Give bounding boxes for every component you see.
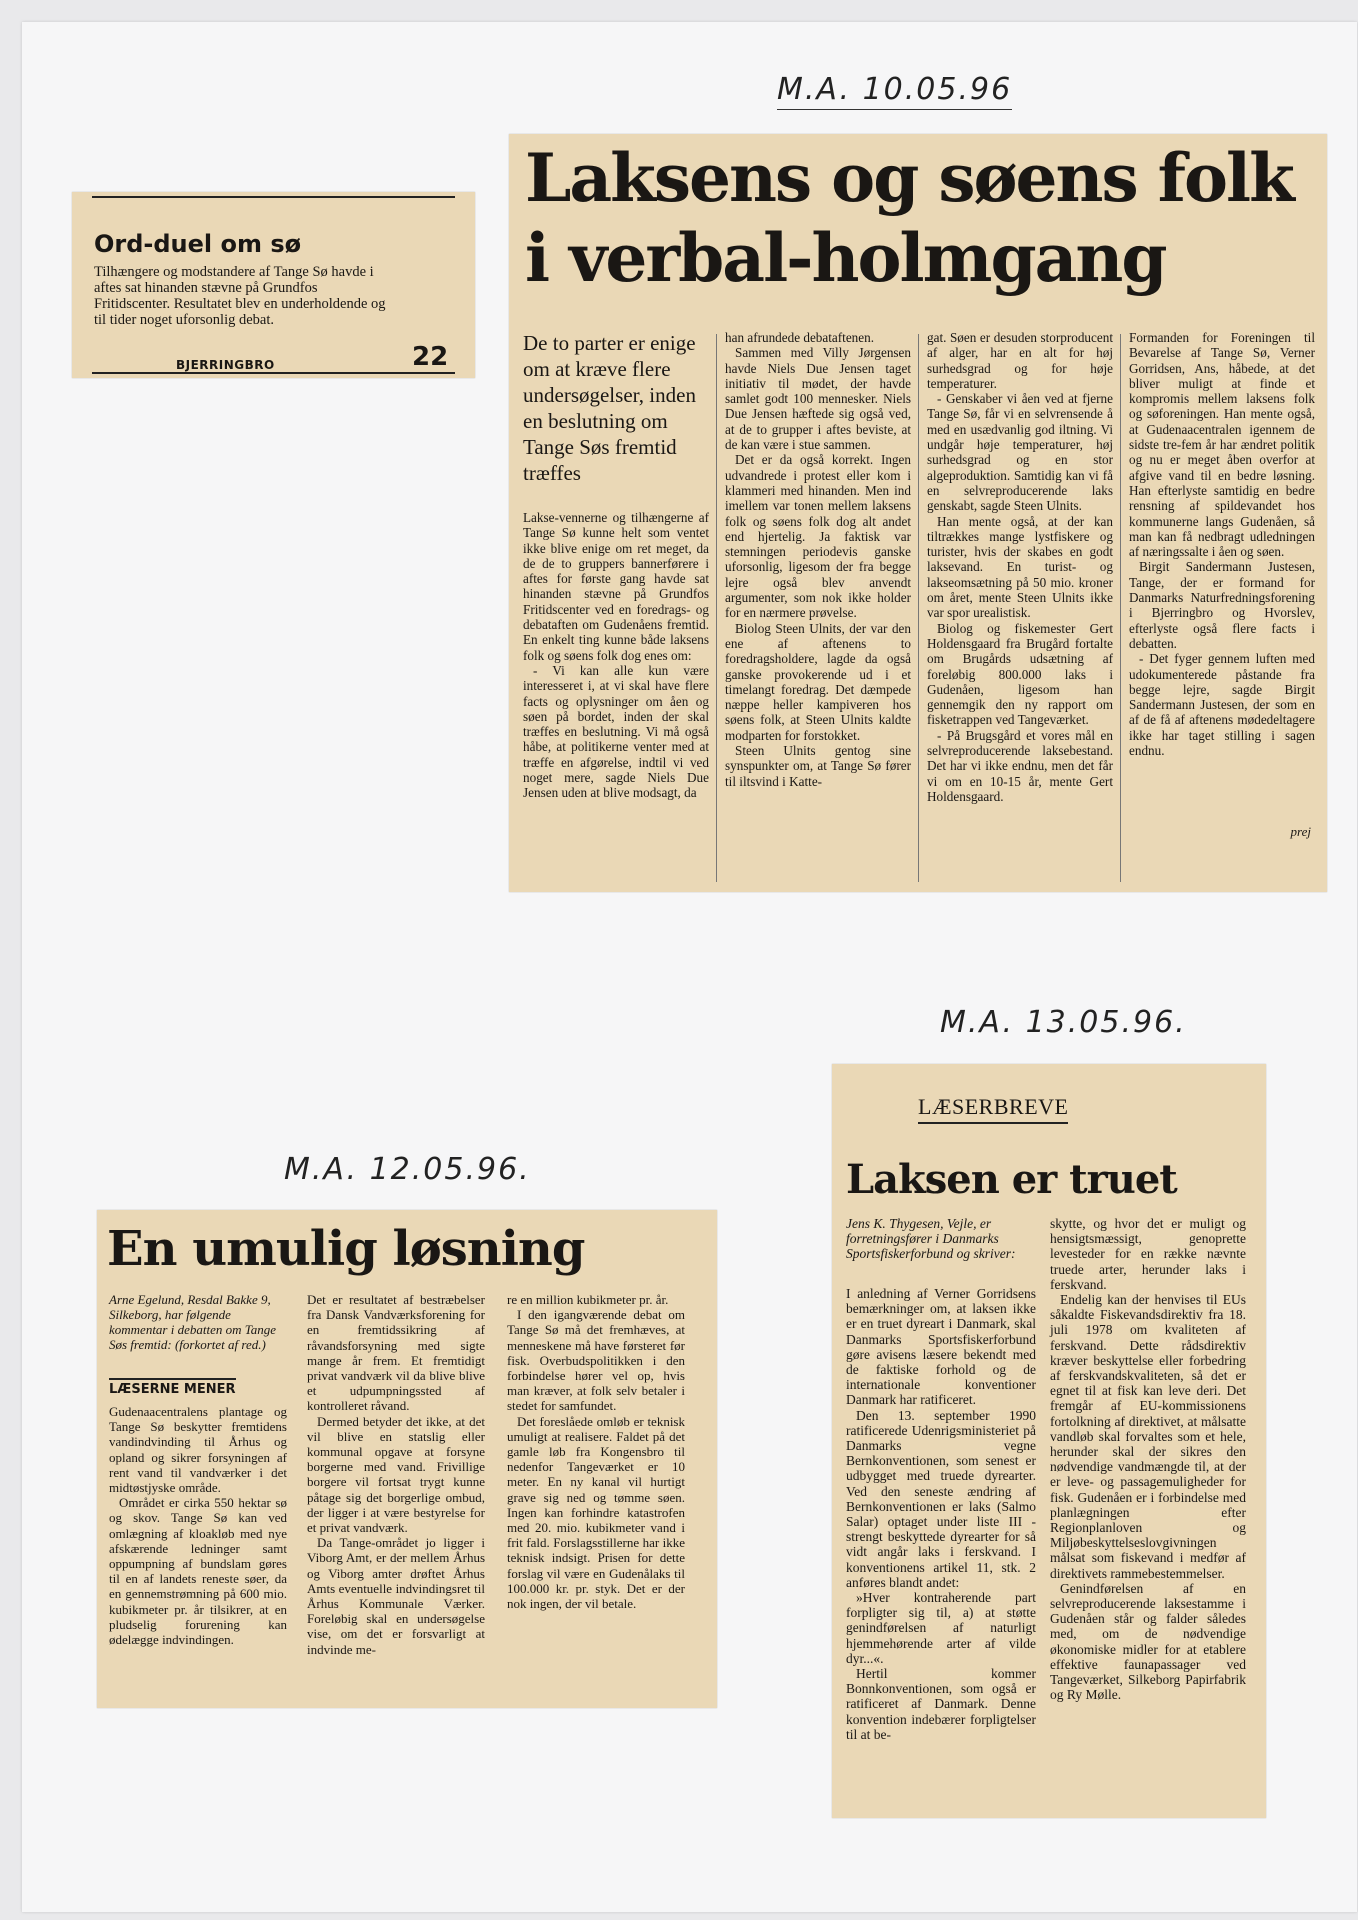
paragraph: re en million kubikmeter pr. år.	[507, 1292, 669, 1307]
paragraph: Den 13. september 1990 ratificerede Udenrigsministeriet på Danmarks vegne Bernkonventionen, som senest er udbygget med truede dyrearter. Ved den seneste ændring af Bernkonventionen er laks (Salmo Salar) optaget under liste III - strengt beskyttede dyrearter for så vidt angår laks i ferskvand. I konventionens artikel 11, stk. 2 anføres blandt andet:	[846, 1407, 1036, 1590]
author-signature: prej	[1290, 824, 1311, 839]
article-column-1	[846, 1286, 1036, 1742]
article-column-2	[1050, 1216, 1246, 1703]
clipping-en-umulig-losning	[97, 1210, 717, 1708]
paragraph: »Hver kontraherende part forpligter sig til, a) at støtte genindførelsen af naturligt hjemmehørende arter af vilde dyr...«.	[846, 1590, 1036, 1666]
date-annotation-clip2: M.A. 10.05.96	[777, 72, 1012, 110]
paragraph: I anledning af Verner Gorridsens bemærkninger om, at laksen ikke er en truet dyreart i Danmark, skal Danmarks Sportsfiskerforbund gøre avisens læsere bekendt med de faktiske forhold og de internationale konventioner Danmark har ratificeret.	[846, 1286, 1036, 1408]
article-column-2	[307, 1292, 485, 1657]
paragraph: Dermed betyder det ikke, at det vil blive en statslig eller kommunal opgave at forsyne borgerne med vand. Frivillige borgere vil fortsat trygt kunne påtage sig det borgerlige ombud, der ligger i at være bestyrelse for et privat vandværk.	[307, 1413, 485, 1536]
author-intro: Jens K. Thygesen, Vejle, er forretningsfører i Danmarks Sportsfiskerforbund og skriver:	[846, 1216, 1016, 1261]
paragraph: gat. Søen er desuden storproducent af alger, har en alt for høj surhedsgrad og for høje temperaturer.	[927, 330, 1113, 391]
paragraph: - Det fyger gennem luften med udokumenterede påstande fra begge lejre, sagde Birgit Sandermann Justesen, der som en af de få af aftenens mødedeltagere ikke har taget stilling i sagen endnu.	[1129, 651, 1315, 759]
paragraph: - På Brugsgård et vores mål en selvreproducerende laksebestand. Det har vi ikke endnu, men det får vi om en 10-15 år, mente Gert Holdensgaard.	[927, 727, 1113, 804]
article-column-1	[523, 510, 709, 801]
clipping-laksens-og-soens-folk	[509, 134, 1327, 892]
headline: Laksen er truet	[846, 1156, 1177, 1203]
paragraph: Hertil kommer Bonnkonventionen, som også er ratificeret af Danmark. Denne konvention indebærer forpligtelser til at be-	[846, 1666, 1036, 1742]
paragraph: Han mente også, at der kan tiltrækkes mange lystfiskere og turister, hvis der skabes en godt laksevand. En turist- og lakseomsætning på 50 mio. kroner om året, mente Steen Ulnits ikke var spor urealistisk.	[927, 513, 1113, 621]
article-column-1	[109, 1404, 287, 1647]
clipping-ord-duel	[72, 192, 475, 378]
paragraph: Området er cirka 550 hektar sø og skov. Tange Sø kan ved omlægning af kloakløb med nye afskærende ledninger samt oppumpning af bundslam gøres til en af landets reneste søer, da en gennemstrømning på 600 mio. kubikmeter pr. år tilsikrer, at en pludselig forurening kan ødelægge indvindingen.	[109, 1495, 287, 1648]
date-annotation-clip3: M.A. 12.05.96.	[284, 1152, 531, 1187]
clipping-laksen-er-truet	[832, 1064, 1266, 1818]
article-column-3	[927, 330, 1113, 804]
paragraph: Det er resultatet af bestræbelser fra Dansk Vandværksforening for en fremtidssikring af råvandsforsyning med sigte mange år frem. Et fremtidigt privat vandværk vil da blive blive et udpumpningssted af kontrolleret råvand.	[307, 1292, 485, 1414]
lead-paragraph: De to parter er enige om at kræve flere undersøgelser, inden en beslutning om Tange Søs fremtid træffes	[523, 331, 696, 485]
paragraph: Det er da også korrekt. Ingen udvandrede i protest eller kom i klammeri med hinanden. Men ind imellem var tonen mellem laksens folk og søens folk dog alt andet end hjertelig. Ja faktisk var stemningen periodevis ganske uforsonlig, ligesom der fra begge lejre også blev anvendt argumenter, som nok ikke holder for en nærmere prøvelse.	[725, 452, 911, 621]
paragraph: I den igangværende debat om Tange Sø må det fremhæves, at menneskene må have førsteret før fisk. Overbudspolitikken i den forbindelse hører vel op, hvis man kræver, at folk selv betaler i stedet for samfundet.	[507, 1307, 685, 1414]
paragraph: Genindførelsen af en selvreproducerende laksestamme i Gudenåen står og falder således med, om de nødvendige økonomiske midler for at etablere effektive faunapassager ved Tangeværket, Silkeborg Papirfabrik og Ry Mølle.	[1050, 1580, 1246, 1703]
date-annotation-clip4: M.A. 13.05.96.	[940, 1005, 1187, 1040]
paragraph: Biolog og fiskemester Gert Holdensgaard fra Brugård fortalte om Brugårds udsætning af foreløbig 800.000 laks i Gudenåen, ligesom han gennemgik den ny rapport om fisketrappen ved Tangeværket.	[927, 620, 1113, 728]
headline-line-1: Laksens og søens folk	[525, 139, 1293, 217]
headline	[525, 138, 1293, 298]
clipping-title: Ord-duel om sø	[94, 230, 302, 258]
paragraph: Formanden for Foreningen til Bevarelse af Tange Sø, Verner Gorridsen, Ans, håbede, at det bliver muligt at finde et kompromis mellem laksens folk og søforeningen. Han mente også, at Gudenaacentralen igennem de sidste tre-fem år har ændret politik og nu er meget åben overfor at afgive vand til en bedre løsning. Han efterlyste samtidig en bedre rensning af spildevandet hos kommunerne langs Gudenåen, så man kan få nedbragt udledningen af næringssalte i åen og søen.	[1129, 330, 1315, 560]
headline-line-2: i verbal-holmgang	[525, 219, 1166, 297]
location-label: BJERRINGBRO	[176, 358, 275, 372]
paragraph: han afrundede debataftenen.	[725, 330, 875, 345]
paragraph: Steen Ulnits gentog sine synspunkter om, at Tange Sø fører til iltsvind i Katte-	[725, 743, 911, 789]
paragraph: Birgit Sandermann Justesen, Tange, der er formand for Danmarks Naturfredningsforening i Bjerringbro og Hvorslev, efterlyste også flere facts i debatten.	[1129, 559, 1315, 651]
paragraph: Gudenaacentralens plantage og Tange Sø beskytter fremtidens vandindvinding til Århus og opland og sikrer forsyningen af rent vand til vandværker i det midtøstjyske område.	[109, 1404, 287, 1496]
paragraph: Det foreslåede omløb er teknisk umuligt at realisere. Faldet på det gamle løb fra Kongensbro til nedenfor Tangeværket er 10 meter. En ny kanal vil hurtigt grave sig ned og tømme søen. Ingen kan forhindre katastrofen med 20. mio. kubikmeter vand i frit fald. Forslagsstillerne har ikke teknisk indsigt. Prisen for dette forslag vil være en Gudenålaks til 100.000 kr. pr. styk. Det er der nok ingen, der vil betale.	[507, 1413, 685, 1612]
article-column-2	[725, 330, 911, 789]
bottom-rule	[92, 372, 455, 374]
column-divider	[1120, 334, 1121, 882]
article-column-3	[507, 1292, 685, 1611]
paragraph: Da Tange-området jo ligger i Viborg Amt, er der mellem Århus og Viborg amter drøftet Århus Amts eventuelle indvindingsret til Århus Kommunale Værker. Foreløbig skal en undersøgelse vise, om det er forsvarligt at indvinde me-	[307, 1535, 485, 1657]
paragraph: Lakse-vennerne og tilhængerne af Tange Sø kunne helt som ventet ikke blive enige om ret meget, da de de to gruppers bannerførere i aftes for første gang havde sat hinanden stævne på Grundfos Fritidscenter ved en foredrags- og debataften om Gudenåens fremtid. En enkelt ting kunne både laksens folk og søens folk dog enes om:	[523, 510, 709, 663]
author-intro: Arne Egelund, Resdal Bakke 9, Silkeborg, har følgende kommentar i debatten om Tange Søs fremtid: (forkortet af red.)	[109, 1292, 277, 1352]
paragraph: Endelig kan der henvises til EUs såkaldte Fiskevandsdirektiv fra 18. juli 1978 om kvaliteten af ferskvand. Dette rådsdirektiv kræver beskyttelse eller forbedring af ferskvandskvaliteten, så det er egnet til at fisk kan leve deri. Det fremgår af EU-kommissionens fortolkning af direktivet, at målsatte vandløb skal forvaltes som et hele, herunder skal der sikres den nødvendige vandmængde til, at der er leve- og passagemuligheder for fisk. Gudenåen er i forbindelse med planlægningen efter Regionplanloven og Miljøbeskyttelseslovgivningen målsat som fiskevand i medfør af direktivets rammebestemmelser.	[1050, 1292, 1246, 1581]
page-number: 22	[412, 342, 449, 372]
column-divider	[716, 334, 717, 882]
section-tag: LÆSERNE MENER	[109, 1378, 236, 1397]
paragraph: - Vi kan alle kun være interesseret i, at vi skal have flere facts og oplysninger om åen og søen på bordet, inden der skal træffes en beslutning. Vi må også håbe, at politikerne venter med at træffe en afgørelse, indtil vi ved noget mere, sagde Niels Due Jensen uden at blive modsagt, da	[523, 662, 709, 801]
paragraph: - Genskaber vi åen ved at fjerne Tange Sø, får vi en selvrensende å med en usædvanlig god iltning. Vi undgår høje temperaturer, høj surhedsgrad og en stor algeproduktion. Samtidig kan vi få en selvreproducerende laks genskabt, sagde Steen Ulnits.	[927, 391, 1113, 514]
headline: En umulig løsning	[107, 1221, 585, 1277]
archive-page	[22, 22, 1357, 1912]
paragraph: skytte, og hvor det er muligt og hensigtsmæssigt, genoprette levesteder for en række nævnte truede arter, herunder laks i ferskvand.	[1050, 1216, 1246, 1292]
paragraph: Biolog Steen Ulnits, der var den ene af aftenens to foredragsholdere, lagde da også ganske provokerende ud i et timelangt foredrag. Det dæmpede næppe heller kampiveren hos søens folk, at Steen Ulnits kaldte modparten for forstokket.	[725, 620, 911, 743]
clipping-text: Tilhængere og modstandere af Tange Sø havde i aftes sat hinanden stævne på Grundfos Fritidscenter. Resultatet blev en underholdende og til tider noget uforsonlig debat.	[94, 264, 386, 328]
article-column-4	[1129, 330, 1315, 758]
paragraph: Sammen med Villy Jørgensen havde Niels Due Jensen taget initiativ til mødet, der havde samlet godt 100 mennesker. Niels Due Jensen hæftede sig også ved, at de to grupper i aftes beviste, at de kan være i stue sammen.	[725, 345, 911, 453]
top-rule	[92, 196, 455, 198]
section-tag: LÆSERBREVE	[918, 1094, 1068, 1124]
column-divider	[918, 334, 919, 882]
